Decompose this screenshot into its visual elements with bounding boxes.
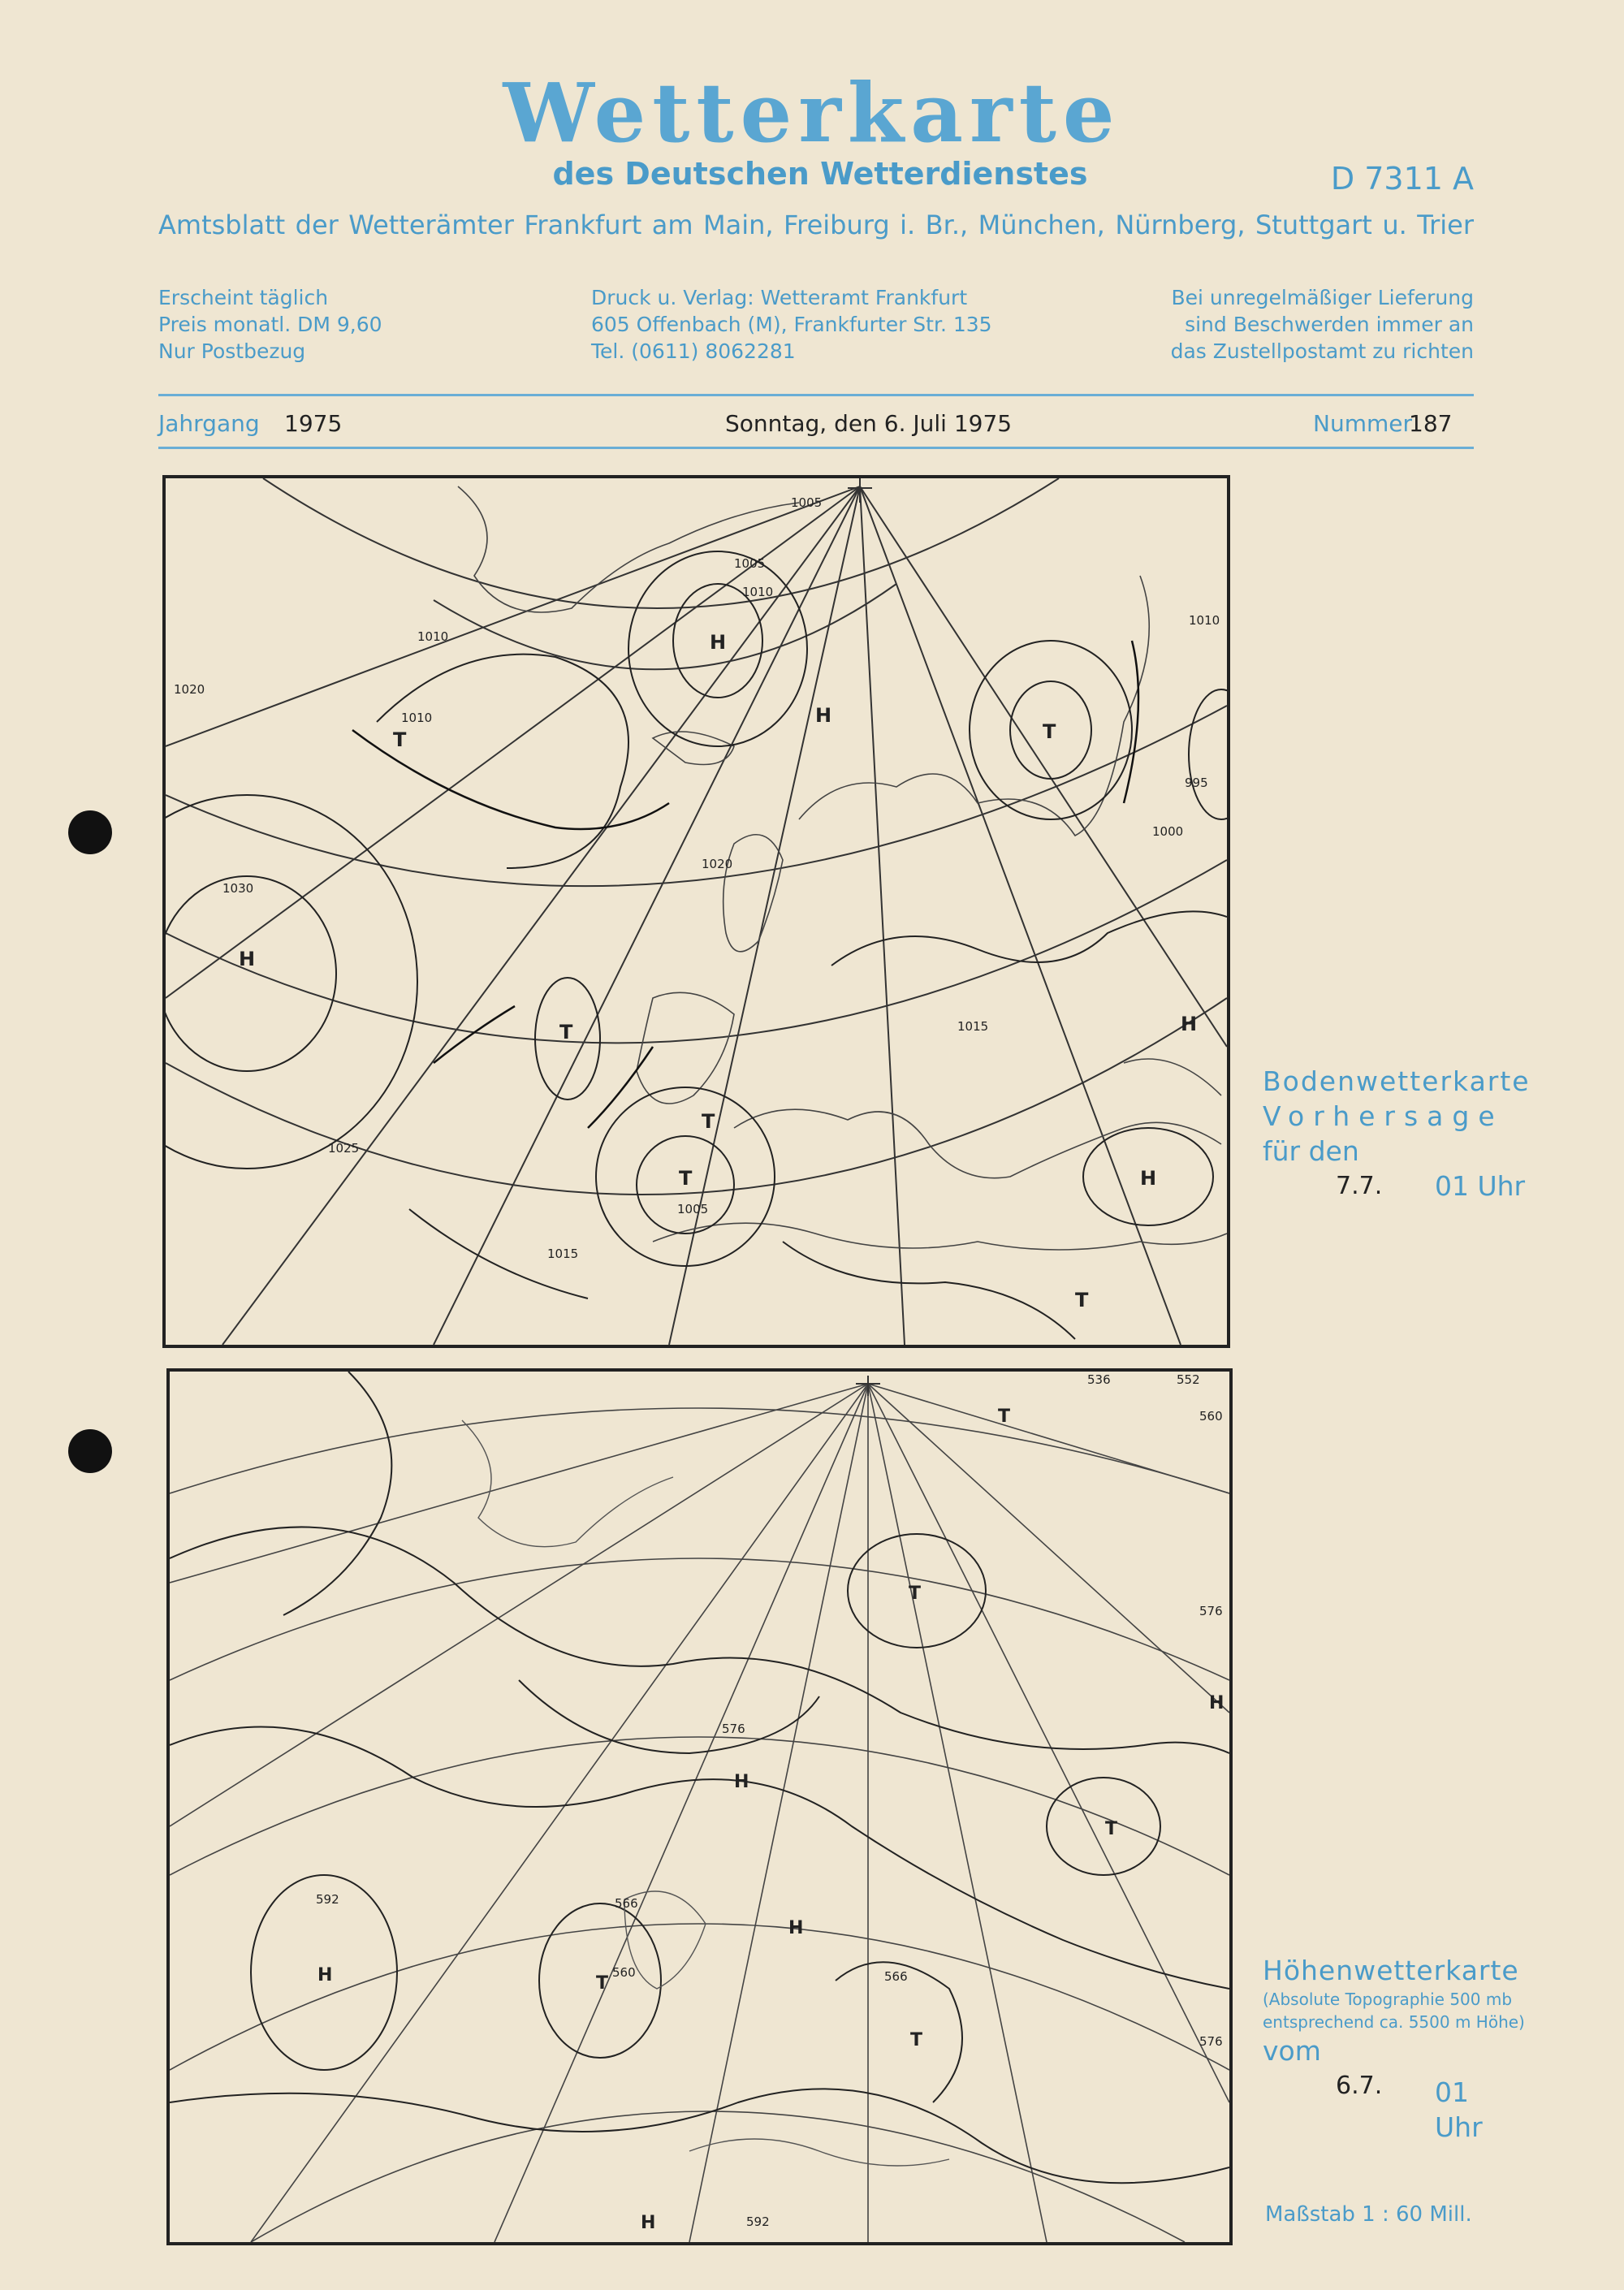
isobar-value: 1005: [734, 556, 766, 571]
contour-value: 592: [746, 2214, 770, 2229]
upper-map-svg: [170, 1372, 1229, 2242]
document-id: D 7311 A: [1330, 161, 1474, 197]
latitude-line: [170, 1408, 1229, 1493]
latitude-line: [166, 998, 1227, 1195]
surface-map-caption: [1263, 1064, 1531, 1204]
complaint-info: [1171, 284, 1474, 365]
caption-time: 01 Uhr: [1435, 1170, 1526, 1202]
isobar-value: 1015: [547, 1247, 579, 1261]
caption-time-row: [1263, 1169, 1531, 1204]
nummer-value: 187: [1409, 410, 1453, 437]
masthead-subtitle: des Deutschen Wetterdienstes: [552, 156, 1088, 192]
high-pressure-label: H: [1140, 1167, 1157, 1190]
latitude-line: [263, 478, 1059, 608]
coastline: [653, 732, 734, 765]
info-line: Erscheint täglich: [158, 286, 329, 309]
low-pressure-label: T: [909, 1584, 922, 1604]
high-pressure-label: H: [641, 2213, 656, 2233]
height-contour: [170, 1727, 1229, 1990]
low-pressure-label: T: [393, 728, 407, 751]
low-pressure-label: T: [1105, 1819, 1118, 1839]
contour-value: 560: [612, 1965, 636, 1980]
caption-subtitle: (Absolute Topographie 500 mb: [1263, 1990, 1513, 2009]
contour-value: 576: [1199, 1604, 1223, 1618]
latitude-line: [170, 1558, 1229, 1680]
coastline: [799, 576, 1149, 836]
isobar-value: 1000: [1152, 824, 1184, 839]
contour-value: 566: [884, 1969, 908, 1984]
isobar: [783, 1242, 1075, 1339]
contour-value: 592: [316, 1892, 339, 1907]
caption-date: 6.7.: [1336, 2072, 1383, 2100]
info-line: Bei unregelmäßiger Lieferung: [1171, 286, 1474, 309]
info-line: Nur Postbezug: [158, 339, 306, 363]
surface-weather-map: [162, 475, 1230, 1348]
low-pressure-label: T: [1043, 720, 1056, 743]
info-line: Tel. (0611) 8062281: [591, 339, 796, 363]
weather-front: [434, 1006, 515, 1063]
isobar-value: 1015: [957, 1019, 989, 1034]
high-pressure-label: H: [815, 704, 832, 727]
high-pressure-label: H: [734, 1772, 749, 1792]
low-pressure-label: T: [596, 1973, 609, 1994]
height-contour: [283, 1372, 391, 1615]
caption-subtitle: entsprechend ca. 5500 m Höhe): [1263, 2012, 1525, 2032]
low-pressure-label: T: [998, 1406, 1011, 1427]
divider-top: [158, 394, 1474, 396]
info-line: sind Beschwerden immer an: [1185, 313, 1474, 336]
meridian-line: [251, 1384, 868, 2242]
coastline: [723, 835, 783, 952]
punch-hole: [68, 1429, 112, 1473]
divider-bottom: [158, 447, 1474, 449]
meridian-line: [860, 486, 1184, 1345]
meridian-line: [170, 1384, 868, 1583]
masthead-title: Wetterkarte: [503, 65, 1121, 161]
high-pressure-label: H: [1181, 1013, 1198, 1035]
meridian-line: [495, 1384, 868, 2242]
info-line: Druck u. Verlag: Wetteramt Frankfurt: [591, 286, 968, 309]
height-contour: [170, 2089, 1229, 2183]
caption-line: vom: [1263, 2035, 1321, 2067]
high-pressure-label: H: [710, 631, 727, 654]
isobar-value: 1020: [174, 682, 205, 697]
height-contour: [519, 1680, 819, 1753]
punch-hole: [68, 810, 112, 854]
caption-line: Vorhersage: [1263, 1100, 1504, 1132]
coastline: [689, 2139, 949, 2166]
coastline: [1124, 1059, 1221, 1095]
low-pressure-label: T: [679, 1167, 693, 1190]
isobar-value: 995: [1185, 776, 1208, 790]
isobar: [166, 795, 417, 1169]
contour-value: 560: [1199, 1409, 1223, 1424]
issue-row: [158, 410, 1474, 439]
publisher-info: [591, 284, 992, 365]
latitude-line: [170, 1924, 1229, 2070]
surface-map-svg: [166, 478, 1227, 1345]
isobar-value: 1010: [417, 629, 449, 644]
isobar-value: 1010: [401, 711, 433, 725]
latitude-line: [170, 1737, 1229, 1875]
meridian-line: [868, 1384, 1229, 1713]
amtsblatt-line: Amtsblatt der Wetterämter Frankfurt am Main, Freiburg i. Br., München, Nürnberg, Stuttgart u. Trier: [158, 210, 1474, 240]
meridian-line: [860, 486, 905, 1345]
info-line: Preis monatl. DM 9,60: [158, 313, 382, 336]
isobar-value: 1005: [791, 495, 823, 510]
height-contour: [1047, 1778, 1160, 1875]
contour-value: 576: [722, 1722, 745, 1736]
latitude-line: [251, 2111, 1185, 2242]
high-pressure-label: H: [1209, 1693, 1224, 1713]
meridian-line: [434, 486, 860, 1345]
caption-title: Höhenwetterkarte: [1263, 1955, 1519, 1986]
latitude-line: [434, 584, 896, 669]
caption-time: 01 Uhr: [1435, 2076, 1483, 2143]
caption-time-row: [1263, 2068, 1525, 2143]
contour-value: 552: [1177, 1372, 1200, 1387]
map-scale: Maßstab 1 : 60 Mill.: [1265, 2202, 1472, 2227]
info-line: das Zustellpostamt zu richten: [1170, 339, 1474, 363]
low-pressure-label: T: [1075, 1289, 1089, 1311]
jahrgang-value: 1975: [284, 410, 343, 437]
isobar-value: 1025: [328, 1141, 360, 1156]
low-pressure-label: T: [559, 1021, 573, 1043]
caption-date: 7.7.: [1336, 1172, 1383, 1200]
high-pressure-label: H: [239, 948, 256, 970]
isobar-value: 1010: [1189, 613, 1220, 628]
isobar: [377, 655, 628, 868]
isobar-value: 1020: [702, 857, 733, 871]
meridian-line: [170, 1384, 868, 1826]
caption-line: für den: [1263, 1135, 1359, 1167]
meridian-line: [689, 1384, 868, 2242]
contour-value: 576: [1199, 2034, 1223, 2049]
meridian-line: [868, 1384, 1229, 1493]
meridian-line: [166, 486, 860, 746]
low-pressure-label: T: [702, 1110, 715, 1133]
high-pressure-label: H: [317, 1965, 333, 1985]
contour-value: 536: [1087, 1372, 1111, 1387]
isobar-value: 1010: [742, 585, 774, 599]
isobar-value: 1005: [677, 1202, 709, 1216]
info-line: 605 Offenbach (M), Frankfurter Str. 135: [591, 313, 992, 336]
meridian-line: [868, 1384, 1047, 2242]
isobar: [166, 876, 336, 1071]
issue-date: Sonntag, den 6. Juli 1975: [725, 410, 1013, 437]
upper-air-weather-map: [166, 1368, 1233, 2245]
low-pressure-label: T: [910, 2030, 923, 2050]
caption-title: Bodenwetterkarte: [1263, 1065, 1531, 1097]
height-contour: [170, 1527, 1229, 1753]
publication-info: [158, 284, 382, 365]
isobar-value: 1030: [222, 881, 254, 896]
high-pressure-label: H: [788, 1918, 804, 1938]
nummer-label: Nummer: [1313, 410, 1412, 437]
jahrgang-label: Jahrgang: [158, 410, 260, 437]
latitude-line: [166, 860, 1227, 1043]
upper-map-caption: [1263, 1953, 1525, 2143]
contour-value: 566: [615, 1896, 638, 1911]
